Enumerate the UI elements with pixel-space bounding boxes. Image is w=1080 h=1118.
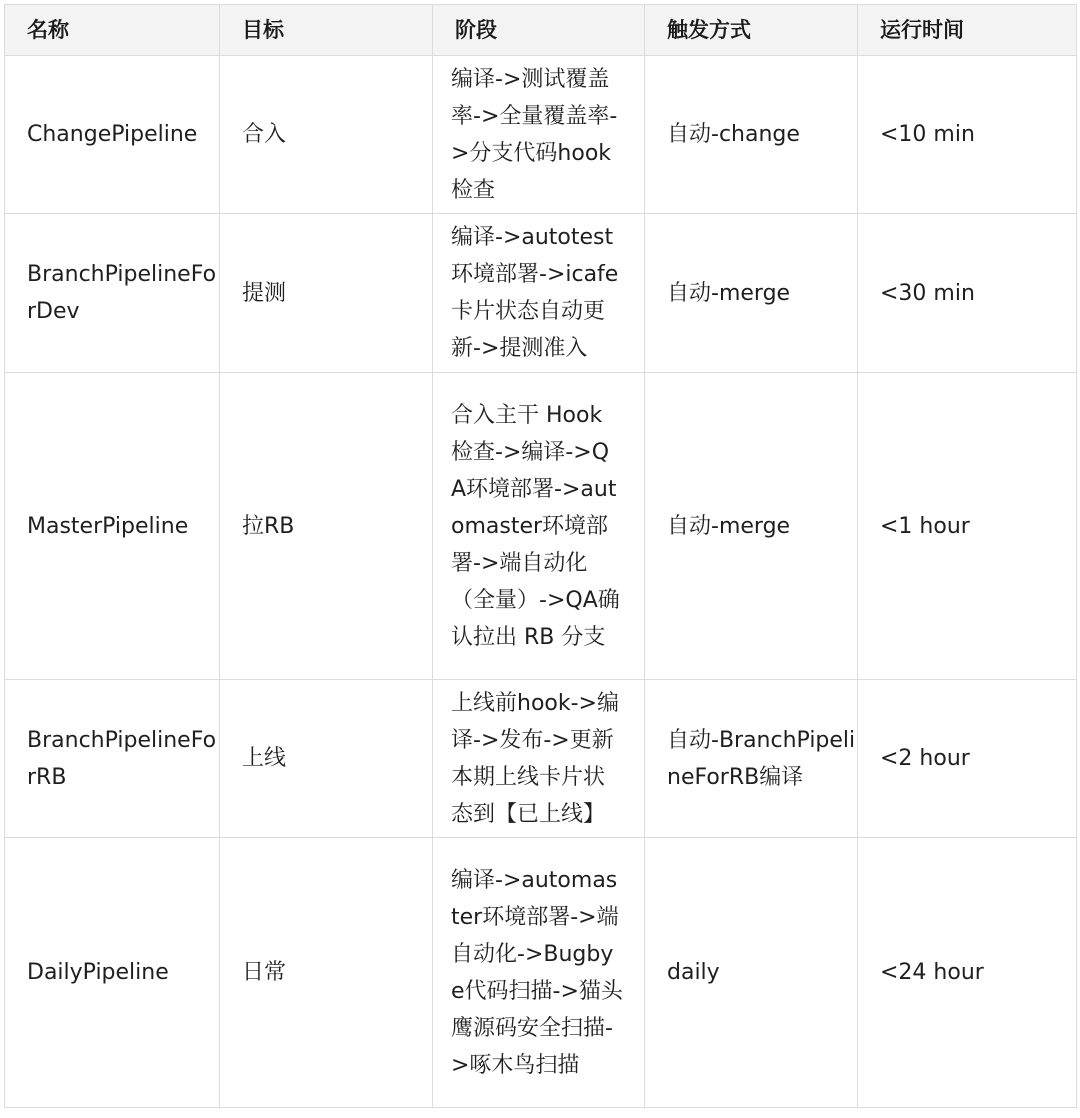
table-row [5,680,1077,838]
cell-goal: 提测 [220,214,433,373]
cell-stage: 编译->测试覆盖率->全量覆盖率->分支代码hook检查 [433,56,645,214]
cell-trigger: daily [645,838,858,1108]
cell-name: BranchPipelineForDev [5,214,220,373]
table-row [5,838,1077,1108]
cell-stage: 编译->autotest环境部署->icafe卡片状态自动更新->提测准入 [433,214,645,373]
header-name: 名称 [5,5,220,56]
cell-trigger: 自动-BranchPipelineForRB编译 [645,680,858,838]
header-goal: 目标 [220,5,433,56]
header-trigger: 触发方式 [645,5,858,56]
table-row [5,214,1077,373]
cell-runtime: <24 hour [858,838,1077,1108]
cell-stage: 上线前hook->编译->发布->更新本期上线卡片状态到【已上线】 [433,680,645,838]
pipeline-table-container [0,4,1080,1118]
cell-name: ChangePipeline [5,56,220,214]
cell-stage: 合入主干 Hook检查->编译->QA环境部署->automaster环境部署->端自动化（全量）->QA确认拉出 RB 分支 [433,373,645,680]
cell-goal: 合入 [220,56,433,214]
pipeline-table [4,4,1077,1108]
cell-goal: 拉RB [220,373,433,680]
cell-trigger: 自动-merge [645,214,858,373]
cell-name: MasterPipeline [5,373,220,680]
cell-name: BranchPipelineForRB [5,680,220,838]
header-runtime: 运行时间 [858,5,1077,56]
cell-trigger: 自动-change [645,56,858,214]
table-row [5,373,1077,680]
cell-stage: 编译->automaster环境部署->端自动化->Bugbye代码扫描->猫头鹰源码安全扫描->啄木鸟扫描 [433,838,645,1108]
cell-name: DailyPipeline [5,838,220,1108]
cell-goal: 日常 [220,838,433,1108]
cell-runtime: <2 hour [858,680,1077,838]
cell-trigger: 自动-merge [645,373,858,680]
table-header-row [5,5,1077,56]
header-stage: 阶段 [433,5,645,56]
table-row [5,56,1077,214]
cell-runtime: <10 min [858,56,1077,214]
cell-runtime: <1 hour [858,373,1077,680]
cell-goal: 上线 [220,680,433,838]
cell-runtime: <30 min [858,214,1077,373]
